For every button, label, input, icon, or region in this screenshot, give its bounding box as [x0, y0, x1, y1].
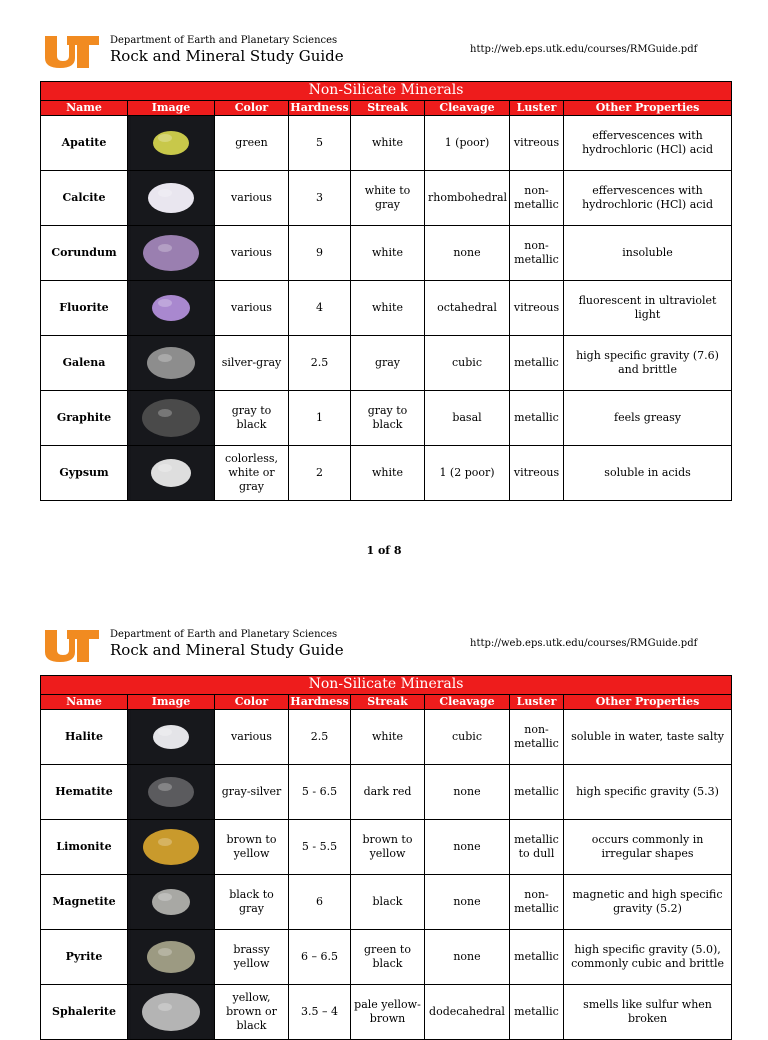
table-header-row — [41, 695, 732, 710]
guide-url[interactable]: http://web.eps.utk.edu/courses/RMGuide.pdf — [470, 44, 698, 55]
col-header-luster: Luster — [510, 695, 564, 710]
col-header-other: Other Properties — [564, 695, 732, 710]
mineral-hardness: 1 — [289, 391, 351, 446]
mineral-other-properties: effervescences with hydrochloric (HCl) acid — [564, 116, 732, 171]
mineral-hardness: 3.5 – 4 — [289, 985, 351, 1040]
mineral-cleavage: cubic — [425, 710, 510, 765]
mineral-other-properties: high specific gravity (7.6) and brittle — [564, 336, 732, 391]
mineral-other-properties: magnetic and high specific gravity (5.2) — [564, 875, 732, 930]
mineral-cleavage: none — [425, 875, 510, 930]
col-header-luster: Luster — [510, 101, 564, 116]
col-header-image: Image — [128, 101, 215, 116]
mineral-color: green — [215, 116, 289, 171]
table-row — [41, 116, 732, 171]
mineral-hardness: 5 — [289, 116, 351, 171]
mineral-image — [128, 985, 215, 1040]
mineral-cleavage: 1 (poor) — [425, 116, 510, 171]
department-name: Department of Earth and Planetary Sciences — [110, 35, 338, 46]
table-row — [41, 765, 732, 820]
mineral-hardness: 9 — [289, 226, 351, 281]
mineral-color: various — [215, 226, 289, 281]
mineral-other-properties: insoluble — [564, 226, 732, 281]
guide-url[interactable]: http://web.eps.utk.edu/courses/RMGuide.pdf — [470, 638, 698, 649]
mineral-image — [128, 446, 215, 501]
mineral-image — [128, 765, 215, 820]
mineral-color: yellow, brown or black — [215, 985, 289, 1040]
mineral-streak: white — [351, 710, 425, 765]
mineral-luster: vitreous — [510, 446, 564, 501]
ut-logo-icon — [43, 628, 101, 664]
mineral-name: Apatite — [41, 116, 128, 171]
mineral-streak: white — [351, 226, 425, 281]
table-row — [41, 710, 732, 765]
mineral-hardness: 2.5 — [289, 710, 351, 765]
mineral-specimen-icon — [131, 875, 211, 929]
mineral-other-properties: occurs commonly in irregular shapes — [564, 820, 732, 875]
mineral-other-properties: soluble in water, taste salty — [564, 710, 732, 765]
mineral-image — [128, 391, 215, 446]
mineral-color: brown to yellow — [215, 820, 289, 875]
mineral-specimen-icon — [131, 930, 211, 984]
mineral-other-properties: soluble in acids — [564, 446, 732, 501]
col-header-image: Image — [128, 695, 215, 710]
mineral-specimen-icon — [131, 820, 211, 874]
mineral-streak: white — [351, 281, 425, 336]
mineral-luster: metallic — [510, 985, 564, 1040]
mineral-specimen-icon — [131, 281, 211, 335]
table-row — [41, 820, 732, 875]
mineral-hardness: 4 — [289, 281, 351, 336]
col-header-cleavage: Cleavage — [425, 695, 510, 710]
mineral-cleavage: 1 (2 poor) — [425, 446, 510, 501]
mineral-name: Galena — [41, 336, 128, 391]
mineral-luster: non-metallic — [510, 710, 564, 765]
mineral-color: silver-gray — [215, 336, 289, 391]
mineral-specimen-icon — [131, 226, 211, 280]
table-caption: Non-Silicate Minerals — [41, 676, 732, 695]
mineral-luster: metallic to dull — [510, 820, 564, 875]
table-caption: Non-Silicate Minerals — [41, 82, 732, 101]
mineral-color: colorless, white or gray — [215, 446, 289, 501]
mineral-luster: non-metallic — [510, 171, 564, 226]
mineral-other-properties: high specific gravity (5.0), commonly cubic and brittle — [564, 930, 732, 985]
guide-title: Rock and Mineral Study Guide — [110, 47, 344, 65]
mineral-other-properties: effervescences with hydrochloric (HCl) acid — [564, 171, 732, 226]
mineral-image — [128, 116, 215, 171]
col-header-cleavage: Cleavage — [425, 101, 510, 116]
mineral-name: Hematite — [41, 765, 128, 820]
mineral-cleavage: none — [425, 765, 510, 820]
mineral-luster: metallic — [510, 336, 564, 391]
mineral-hardness: 5 - 6.5 — [289, 765, 351, 820]
mineral-color: various — [215, 710, 289, 765]
mineral-image — [128, 875, 215, 930]
mineral-luster: vitreous — [510, 281, 564, 336]
mineral-other-properties: high specific gravity (5.3) — [564, 765, 732, 820]
col-header-hardness: Hardness — [290, 695, 349, 709]
department-name: Department of Earth and Planetary Sciences — [110, 629, 338, 640]
col-header-name: Name — [41, 695, 128, 710]
mineral-luster: vitreous — [510, 116, 564, 171]
mineral-hardness: 2 — [289, 446, 351, 501]
mineral-cleavage: rhombohedral — [425, 171, 510, 226]
col-header-hardness: Hardness — [290, 101, 349, 115]
table-row — [41, 336, 732, 391]
mineral-image — [128, 171, 215, 226]
col-header-other: Other Properties — [564, 101, 732, 116]
table-row — [41, 875, 732, 930]
mineral-color: gray to black — [215, 391, 289, 446]
table-row — [41, 985, 732, 1040]
mineral-color: brassy yellow — [215, 930, 289, 985]
mineral-specimen-icon — [131, 171, 211, 225]
mineral-specimen-icon — [131, 336, 211, 390]
guide-title: Rock and Mineral Study Guide — [110, 641, 344, 659]
mineral-hardness: 6 – 6.5 — [289, 930, 351, 985]
table-row — [41, 171, 732, 226]
mineral-streak: dark red — [351, 765, 425, 820]
mineral-cleavage: cubic — [425, 336, 510, 391]
mineral-other-properties: fluorescent in ultraviolet light — [564, 281, 732, 336]
mineral-image — [128, 710, 215, 765]
mineral-hardness: 3 — [289, 171, 351, 226]
mineral-hardness: 5 - 5.5 — [289, 820, 351, 875]
mineral-image — [128, 930, 215, 985]
mineral-luster: non-metallic — [510, 875, 564, 930]
ut-logo-icon — [43, 34, 101, 70]
mineral-other-properties: smells like sulfur when broken — [564, 985, 732, 1040]
mineral-cleavage: octahedral — [425, 281, 510, 336]
mineral-streak: white — [351, 116, 425, 171]
page-number: 1 of 8 — [366, 544, 402, 557]
mineral-name: Calcite — [41, 171, 128, 226]
table-header-row — [41, 101, 732, 116]
mineral-streak: pale yellow-brown — [351, 985, 425, 1040]
mineral-specimen-icon — [131, 985, 211, 1039]
mineral-name: Sphalerite — [41, 985, 128, 1040]
col-header-streak: Streak — [351, 695, 425, 710]
mineral-name: Gypsum — [41, 446, 128, 501]
mineral-streak: black — [351, 875, 425, 930]
mineral-cleavage: none — [425, 820, 510, 875]
mineral-luster: metallic — [510, 765, 564, 820]
col-header-name: Name — [41, 101, 128, 116]
mineral-streak: brown to yellow — [351, 820, 425, 875]
table-row — [41, 391, 732, 446]
mineral-name: Halite — [41, 710, 128, 765]
mineral-name: Pyrite — [41, 930, 128, 985]
table-row — [41, 226, 732, 281]
mineral-specimen-icon — [131, 116, 211, 170]
mineral-cleavage: basal — [425, 391, 510, 446]
mineral-image — [128, 226, 215, 281]
table-row — [41, 930, 732, 985]
minerals-table-page-2 — [40, 675, 732, 1040]
mineral-luster: metallic — [510, 391, 564, 446]
mineral-luster: non-metallic — [510, 226, 564, 281]
mineral-cleavage: none — [425, 226, 510, 281]
mineral-specimen-icon — [131, 391, 211, 445]
table-row — [41, 281, 732, 336]
mineral-image — [128, 820, 215, 875]
mineral-hardness: 6 — [289, 875, 351, 930]
mineral-other-properties: feels greasy — [564, 391, 732, 446]
mineral-name: Graphite — [41, 391, 128, 446]
mineral-specimen-icon — [131, 765, 211, 819]
mineral-name: Fluorite — [41, 281, 128, 336]
mineral-luster: metallic — [510, 930, 564, 985]
mineral-color: gray-silver — [215, 765, 289, 820]
mineral-streak: green to black — [351, 930, 425, 985]
mineral-hardness: 2.5 — [289, 336, 351, 391]
mineral-name: Magnetite — [41, 875, 128, 930]
mineral-streak: gray to black — [351, 391, 425, 446]
mineral-color: various — [215, 171, 289, 226]
mineral-image — [128, 336, 215, 391]
minerals-table-page-1 — [40, 81, 732, 501]
col-header-color: Color — [215, 695, 289, 710]
mineral-specimen-icon — [131, 710, 211, 764]
mineral-specimen-icon — [131, 446, 211, 500]
col-header-streak: Streak — [351, 101, 425, 116]
mineral-color: various — [215, 281, 289, 336]
col-header-color: Color — [215, 101, 289, 116]
mineral-name: Limonite — [41, 820, 128, 875]
mineral-cleavage: none — [425, 930, 510, 985]
table-row — [41, 446, 732, 501]
mineral-streak: gray — [351, 336, 425, 391]
mineral-image — [128, 281, 215, 336]
mineral-name: Corundum — [41, 226, 128, 281]
mineral-streak: white — [351, 446, 425, 501]
mineral-cleavage: dodecahedral — [425, 985, 510, 1040]
page-2 — [0, 594, 768, 1032]
mineral-color: black to gray — [215, 875, 289, 930]
mineral-streak: white to gray — [351, 171, 425, 226]
